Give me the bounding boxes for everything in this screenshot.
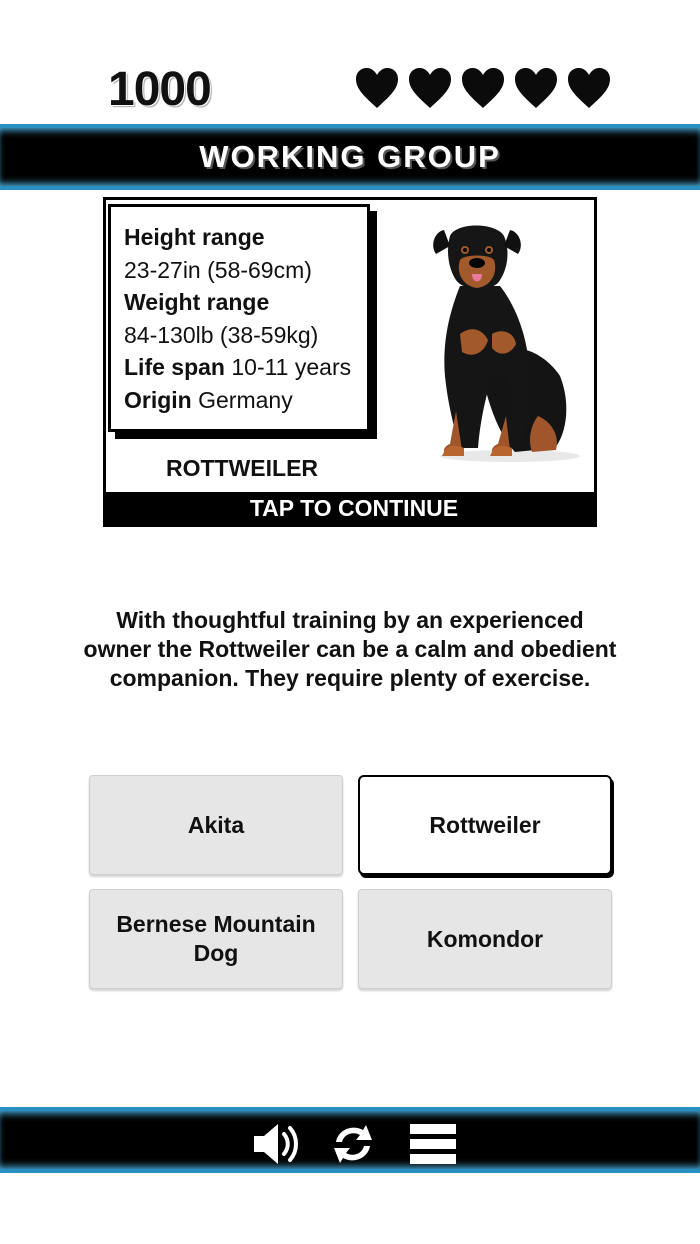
info-value: 84-130lb (38-59kg) bbox=[124, 321, 319, 348]
heart-icon bbox=[460, 66, 506, 110]
menu-button[interactable] bbox=[408, 1120, 458, 1168]
answer-label: Akita bbox=[187, 811, 245, 838]
group-banner bbox=[0, 124, 700, 190]
heart-icon bbox=[566, 66, 612, 110]
info-line bbox=[124, 319, 367, 352]
answer-button-rottweiler[interactable] bbox=[358, 775, 612, 875]
info-line bbox=[124, 384, 367, 417]
speaker-icon bbox=[252, 1120, 302, 1168]
score-counter: 1000 bbox=[108, 63, 211, 116]
lives-display bbox=[354, 66, 612, 110]
breed-card[interactable] bbox=[103, 197, 597, 527]
info-line bbox=[124, 221, 367, 254]
info-line bbox=[124, 254, 367, 287]
heart-icon bbox=[513, 66, 559, 110]
heart-icon bbox=[354, 66, 400, 110]
answer-button-komondor[interactable] bbox=[358, 889, 612, 989]
info-label: Life span bbox=[124, 354, 225, 380]
info-label: Weight range bbox=[124, 289, 270, 315]
breed-info-box bbox=[108, 204, 370, 432]
sound-button[interactable] bbox=[252, 1120, 302, 1168]
answer-button-bernese-mountain-dog[interactable] bbox=[89, 889, 343, 989]
answer-label: Rottweiler bbox=[429, 811, 541, 838]
breed-fact-text: With thoughtful training by an experienced owner the Rottweiler can be a calm and obedient companion. They require plenty of exercise. bbox=[83, 607, 617, 691]
heart-icon bbox=[407, 66, 453, 110]
info-label: Height range bbox=[124, 224, 265, 250]
info-line bbox=[124, 351, 367, 384]
answer-button-akita[interactable] bbox=[89, 775, 343, 875]
info-value: Germany bbox=[198, 386, 293, 413]
breed-name: ROTTWEILER bbox=[166, 455, 319, 481]
tap-to-continue-label: TAP TO CONTINUE bbox=[249, 494, 459, 521]
info-value: 10-11 years bbox=[231, 354, 352, 380]
group-title: WORKING GROUP bbox=[199, 139, 501, 174]
answer-label: Bernese Mountain Dog bbox=[116, 911, 316, 966]
answer-label: Komondor bbox=[426, 925, 544, 952]
refresh-icon bbox=[328, 1120, 378, 1168]
info-line bbox=[124, 286, 367, 319]
tap-to-continue-bar[interactable] bbox=[106, 492, 594, 524]
info-label: Origin bbox=[124, 386, 192, 413]
restart-button[interactable] bbox=[328, 1120, 378, 1168]
rottweiler-dog-photo bbox=[420, 216, 580, 468]
menu-icon bbox=[408, 1120, 458, 1168]
info-value: 23-27in (58-69cm) bbox=[124, 256, 312, 283]
bottom-toolbar bbox=[0, 1107, 700, 1173]
